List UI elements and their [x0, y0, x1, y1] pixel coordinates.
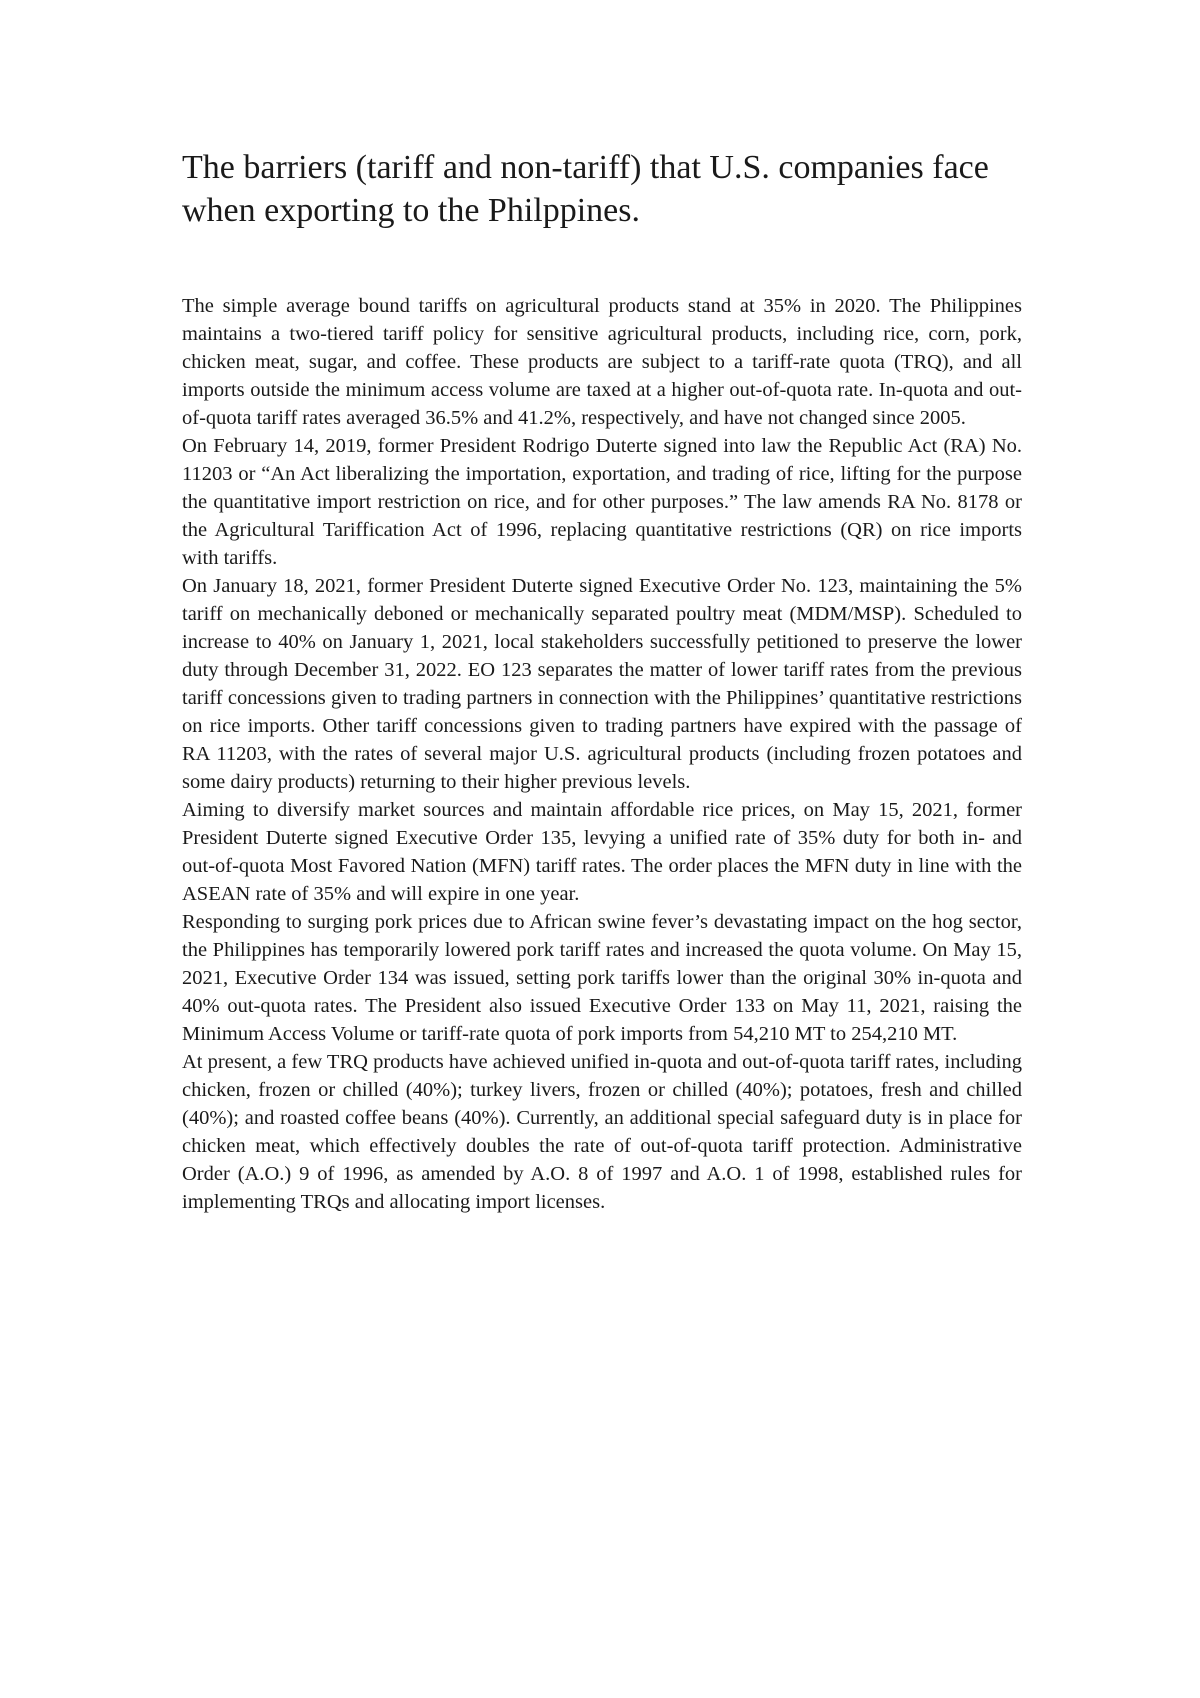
paragraph-executive-order-135: Aiming to diversify market sources and maintain affordable rice prices, on May 15, 2021, former President Duterte signed Executive Order 135, levying a unified rate of 35% duty for both in- and out-of-quota Most Favored Nation (MFN) tariff rates. The order places the MFN duty in line with the ASEAN rate of 35% and will expire in one year. [182, 799, 1022, 905]
paragraph-bound-tariffs: The simple average bound tariffs on agricultural products stand at 35% in 2020. The Philippines maintains a two-tiered tariff policy for sensitive agricultural products, including rice, corn, pork, chicken meat, sugar, and coffee. These products are subject to a tariff-rate quota (TRQ), and all imports outside the minimum access volume are taxed at a higher out-of-quota rate. In-quota and out-of-quota tariff rates averaged 36.5% and 41.2%, respectively, and have not changed since 2005. [182, 295, 1022, 429]
paragraph-executive-order-123: On January 18, 2021, former President Duterte signed Executive Order No. 123, maintaining the 5% tariff on mechanically deboned or mechanically separated poultry meat (MDM/MSP). Scheduled to increase to 40% on January 1, 2021, local stakeholders successfully petitioned to preserve the lower duty through December 31, 2022. EO 123 separates the matter of lower tariff rates from the previous tariff concessions given to trading partners in connection with the Philippines’ quantitative restrictions on rice imports. Other tariff concessions given to trading partners have expired with the passage of RA 11203, with the rates of several major U.S. agricultural products (including frozen potatoes and some dairy products) returning to their higher previous levels. [182, 575, 1022, 793]
document-title: The barriers (tariff and non-tariff) that U.S. companies face when exporting to the Philppines. [182, 149, 989, 229]
paragraph-rice-tariffication-act: On February 14, 2019, former President Rodrigo Duterte signed into law the Republic Act (RA) No. 11203 or “An Act liberalizing the importation, exportation, and trading of rice, lifting for the purpose the quantitative import restriction on rice, and for other purposes.” The law amends RA No. 8178 or the Agricultural Tariffication Act of 1996, replacing quantitative restrictions (QR) on rice imports with tariffs. [182, 435, 1022, 569]
document-body [182, 146, 1022, 1216]
paragraph-trq-products: At present, a few TRQ products have achieved unified in-quota and out-of-quota tariff rates, including chicken, frozen or chilled (40%); turkey livers, frozen or chilled (40%); potatoes, fresh and chilled (40%); and roasted coffee beans (40%). Currently, an additional special safeguard duty is in place for chicken meat, which effectively doubles the rate of out-of-quota tariff protection. Administrative Order (A.O.) 9 of 1996, as amended by A.O. 8 of 1997 and A.O. 1 of 1998, established rules for implementing TRQs and allocating import licenses. [182, 1051, 1022, 1213]
paragraph-pork-tariffs: Responding to surging pork prices due to African swine fever’s devastating impact on the hog sector, the Philippines has temporarily lowered pork tariff rates and increased the quota volume. On May 15, 2021, Executive Order 134 was issued, setting pork tariffs lower than the original 30% in-quota and 40% out-quota rates. The President also issued Executive Order 133 on May 11, 2021, raising the Minimum Access Volume or tariff-rate quota of pork imports from 54,210 MT to 254,210 MT. [182, 911, 1022, 1045]
